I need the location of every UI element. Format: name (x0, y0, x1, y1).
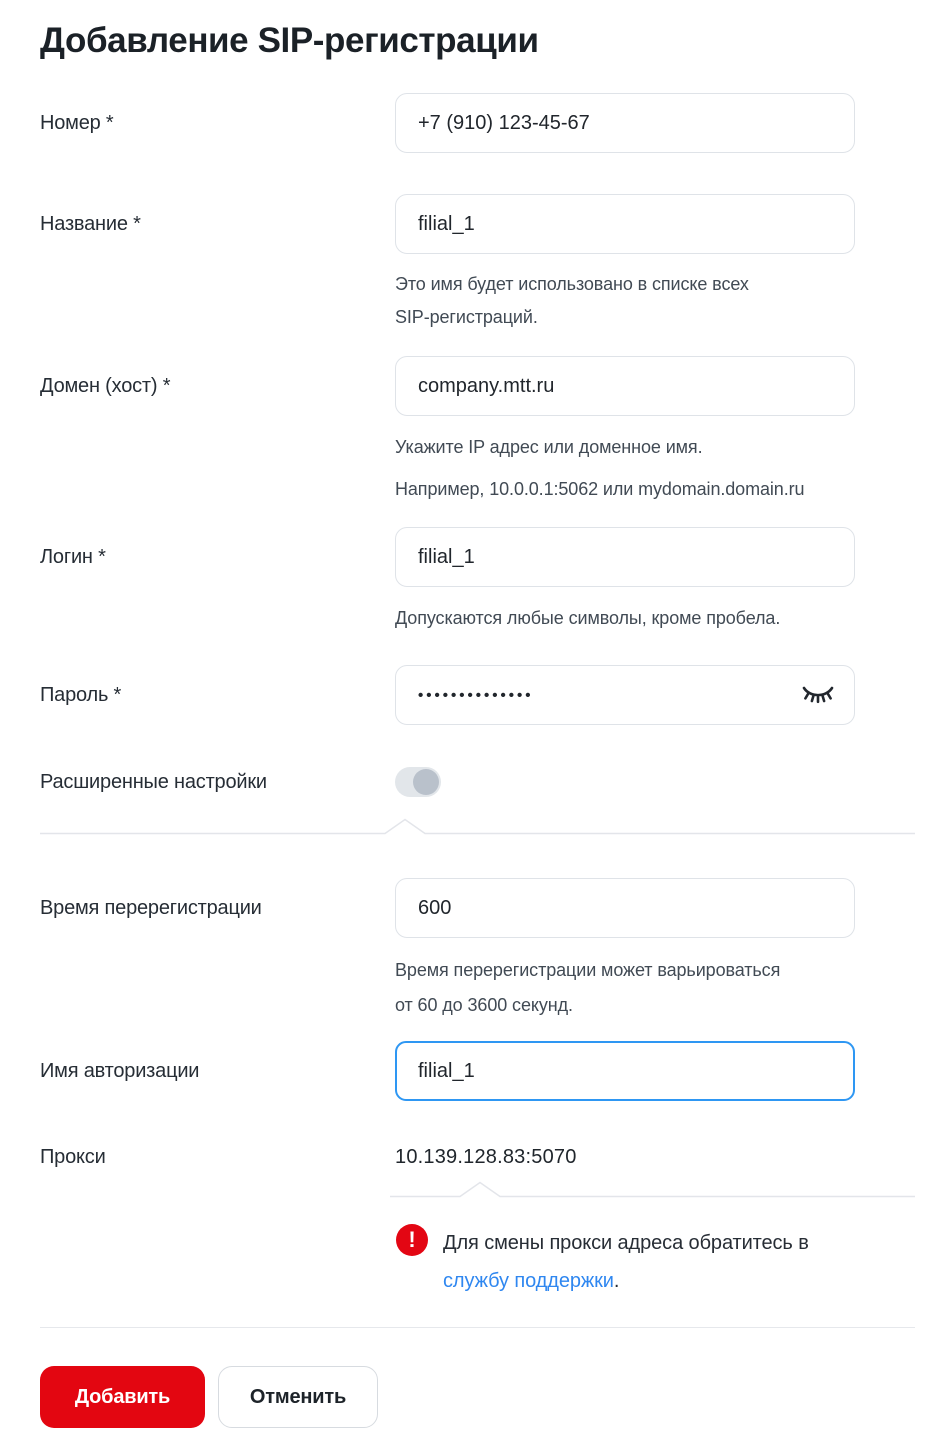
login-input[interactable] (395, 527, 855, 587)
reregistration-row (40, 878, 915, 1023)
auth-name-row (40, 1041, 915, 1101)
proxy-divider-notch (390, 1180, 915, 1198)
password-row (40, 665, 915, 725)
auth-name-label: Имя авторизации (40, 1060, 200, 1082)
eye-closed-icon (801, 683, 835, 707)
alert-icon: ! (396, 1224, 428, 1256)
warning-suffix: . (613, 1270, 620, 1292)
toggle-knob (413, 769, 439, 795)
number-input[interactable] (395, 93, 855, 153)
password-label: Пароль * (40, 684, 122, 706)
name-hint: Это имя будет использовано в списке всех SIP-регистраций. (395, 274, 749, 327)
support-link[interactable]: службу поддержки (443, 1270, 614, 1292)
proxy-warning (396, 1224, 915, 1300)
domain-hint-2: Например, 10.0.0.1:5062 или mydomain.domain.ru (395, 479, 805, 499)
name-label: Название * (40, 213, 141, 235)
login-hint: Допускаются любые символы, кроме пробела. (395, 608, 781, 628)
auth-name-input[interactable] (395, 1041, 855, 1101)
name-input[interactable] (395, 194, 855, 254)
reregistration-label: Время перерегистрации (40, 897, 262, 919)
add-button[interactable]: Добавить (40, 1366, 205, 1428)
proxy-label: Прокси (40, 1146, 106, 1168)
number-row (40, 93, 915, 153)
page-title: Добавление SIP-регистрации (40, 21, 539, 60)
reregistration-input[interactable] (395, 878, 855, 938)
login-row (40, 527, 915, 632)
domain-input[interactable] (395, 356, 855, 416)
domain-hint-1: Укажите IP адрес или доменное имя. (395, 437, 703, 457)
domain-row (40, 356, 915, 503)
footer-divider (40, 1327, 915, 1328)
form-actions (40, 1366, 915, 1428)
number-label: Номер * (40, 112, 114, 134)
reregistration-hint: Время перерегистрации может варьироваться от 60 до 3600 секунд. (395, 960, 781, 1015)
toggle-password-visibility-button[interactable] (801, 683, 835, 707)
name-row (40, 194, 915, 334)
advanced-settings-row (40, 767, 915, 797)
domain-label: Домен (хост) * (40, 375, 171, 397)
advanced-settings-toggle[interactable] (395, 767, 441, 797)
password-input[interactable] (395, 665, 855, 725)
advanced-settings-label: Расширенные настройки (40, 771, 267, 793)
login-label: Логин * (40, 546, 106, 568)
proxy-row (40, 1142, 915, 1172)
proxy-value: 10.139.128.83:5070 (395, 1146, 577, 1168)
cancel-button[interactable]: Отменить (218, 1366, 378, 1428)
section-divider-notch (40, 817, 915, 835)
proxy-warning-text: Для смены прокси адреса обратитесь в (443, 1232, 809, 1254)
